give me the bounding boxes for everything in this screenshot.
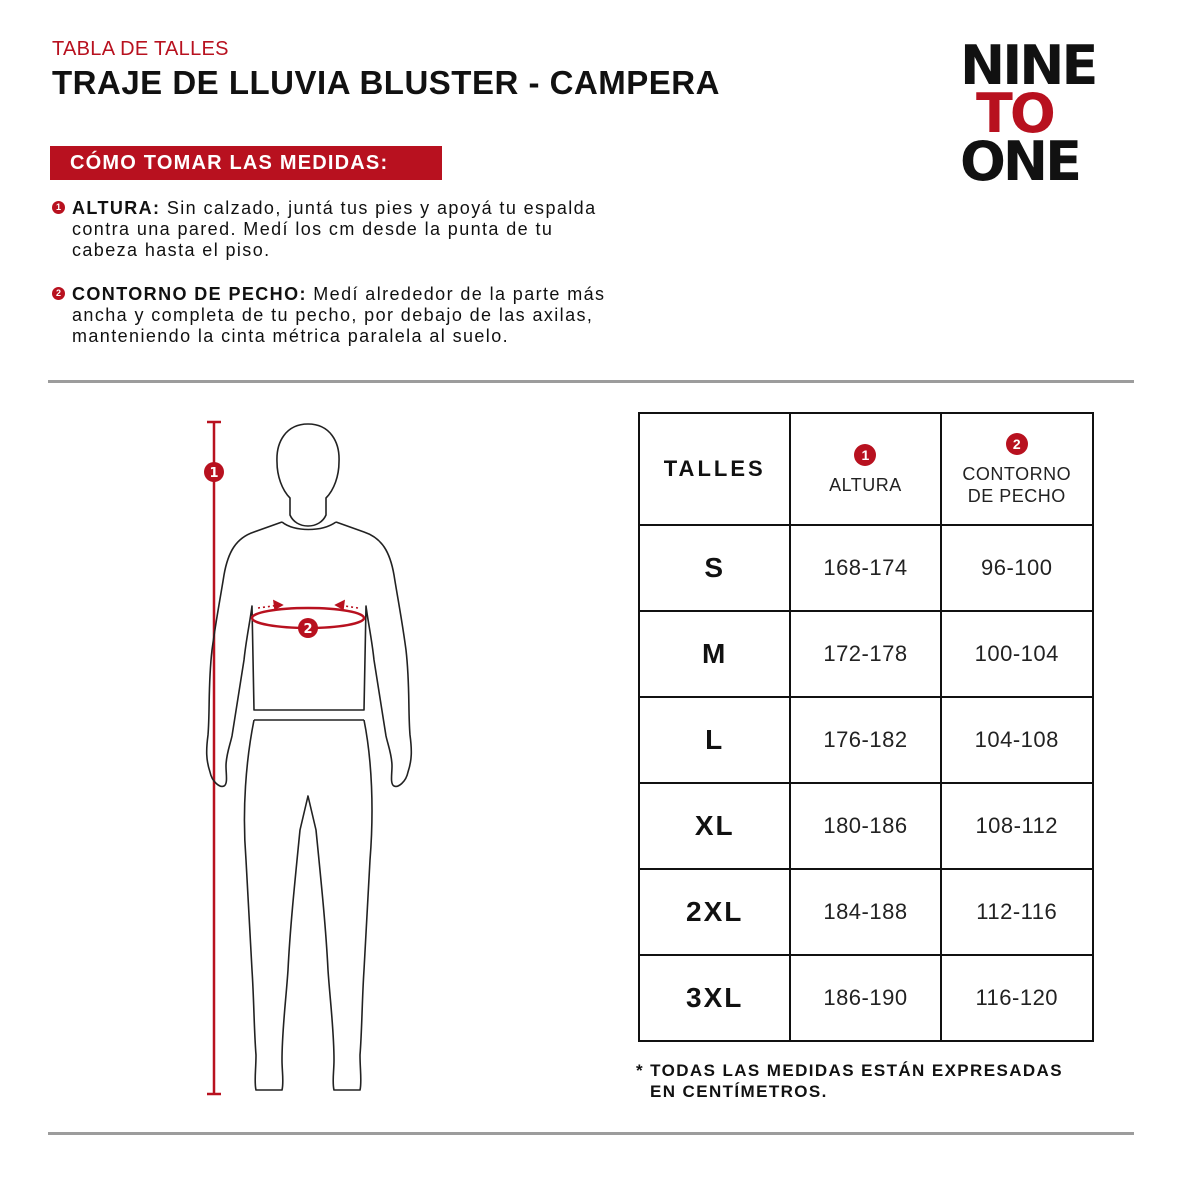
height-marker-label: 1 xyxy=(209,466,219,481)
height-cell: 186-190 xyxy=(790,955,940,1041)
size-cell: 2XL xyxy=(639,869,790,955)
header-chest-label-1: CONTORNO xyxy=(962,463,1072,484)
logo-line-to: TO xyxy=(976,82,1053,145)
instruction-chest xyxy=(52,284,612,347)
height-cell: 172-178 xyxy=(790,611,940,697)
size-cell: S xyxy=(639,525,790,611)
height-marker-icon xyxy=(204,462,224,482)
instruction-text: Sin calzado, juntá tus pies y apoyá tu espalda contra una pared. Medí los cm desde la punta de tu cabeza hasta el piso. xyxy=(72,198,597,260)
number-badge-1: 1 xyxy=(52,201,65,214)
header-height xyxy=(790,413,940,525)
chest-marker-label: 2 xyxy=(303,622,313,637)
header-chest-badge: 2 xyxy=(1006,433,1028,455)
chest-cell: 100-104 xyxy=(941,611,1094,697)
chest-cell: 96-100 xyxy=(941,525,1094,611)
table-row xyxy=(639,783,1093,869)
table-row xyxy=(639,869,1093,955)
units-note-line-2: EN CENTÍMETROS. xyxy=(650,1082,828,1101)
instruction-height xyxy=(52,198,612,261)
height-measure-line xyxy=(207,422,221,1094)
height-cell: 180-186 xyxy=(790,783,940,869)
instruction-label: CONTORNO DE PECHO: xyxy=(72,284,307,304)
table-row xyxy=(639,611,1093,697)
divider-bottom xyxy=(48,1132,1134,1135)
header-chest xyxy=(941,413,1094,525)
number-badge-2: 2 xyxy=(52,287,65,300)
body-figure xyxy=(190,410,450,1110)
chest-cell: 108-112 xyxy=(941,783,1094,869)
size-cell: M xyxy=(639,611,790,697)
table-header-row xyxy=(639,413,1093,525)
table-row xyxy=(639,955,1093,1041)
table-row xyxy=(639,525,1093,611)
size-cell: 3XL xyxy=(639,955,790,1041)
height-cell: 184-188 xyxy=(790,869,940,955)
units-note-line-1: * TODAS LAS MEDIDAS ESTÁN EXPRESADAS xyxy=(636,1061,1063,1080)
brand-logo xyxy=(960,34,1140,193)
instruction-label: ALTURA: xyxy=(72,198,161,218)
how-to-measure-banner: CÓMO TOMAR LAS MEDIDAS: xyxy=(50,146,442,180)
logo-line-one: ONE xyxy=(960,130,1079,193)
size-cell: XL xyxy=(639,783,790,869)
header-sizes: TALLES xyxy=(639,413,790,525)
units-note xyxy=(636,1060,1106,1102)
size-table xyxy=(638,412,1094,1042)
logo-line-nine: NINE xyxy=(960,34,1096,97)
chest-cell: 104-108 xyxy=(941,697,1094,783)
height-cell: 176-182 xyxy=(790,697,940,783)
page-title: TRAJE DE LLUVIA BLUSTER - CAMPERA xyxy=(52,64,720,101)
header-chest-label-2: DE PECHO xyxy=(967,485,1066,506)
silhouette-outline xyxy=(207,424,412,1090)
page-subtitle: TABLA DE TALLES xyxy=(52,38,229,60)
divider-top xyxy=(48,380,1134,383)
table-row xyxy=(639,697,1093,783)
chest-cell: 112-116 xyxy=(941,869,1094,955)
header-height-badge: 1 xyxy=(854,444,876,466)
instruction-text: Medí alrededor de la parte más ancha y completa de tu pecho, por debajo de las axilas, manteniendo la cinta métrica paralela al suelo. xyxy=(72,284,606,346)
header-height-label: ALTURA xyxy=(829,474,902,495)
size-cell: L xyxy=(639,697,790,783)
height-cell: 168-174 xyxy=(790,525,940,611)
chest-cell: 116-120 xyxy=(941,955,1094,1041)
chest-marker-icon xyxy=(298,618,318,638)
